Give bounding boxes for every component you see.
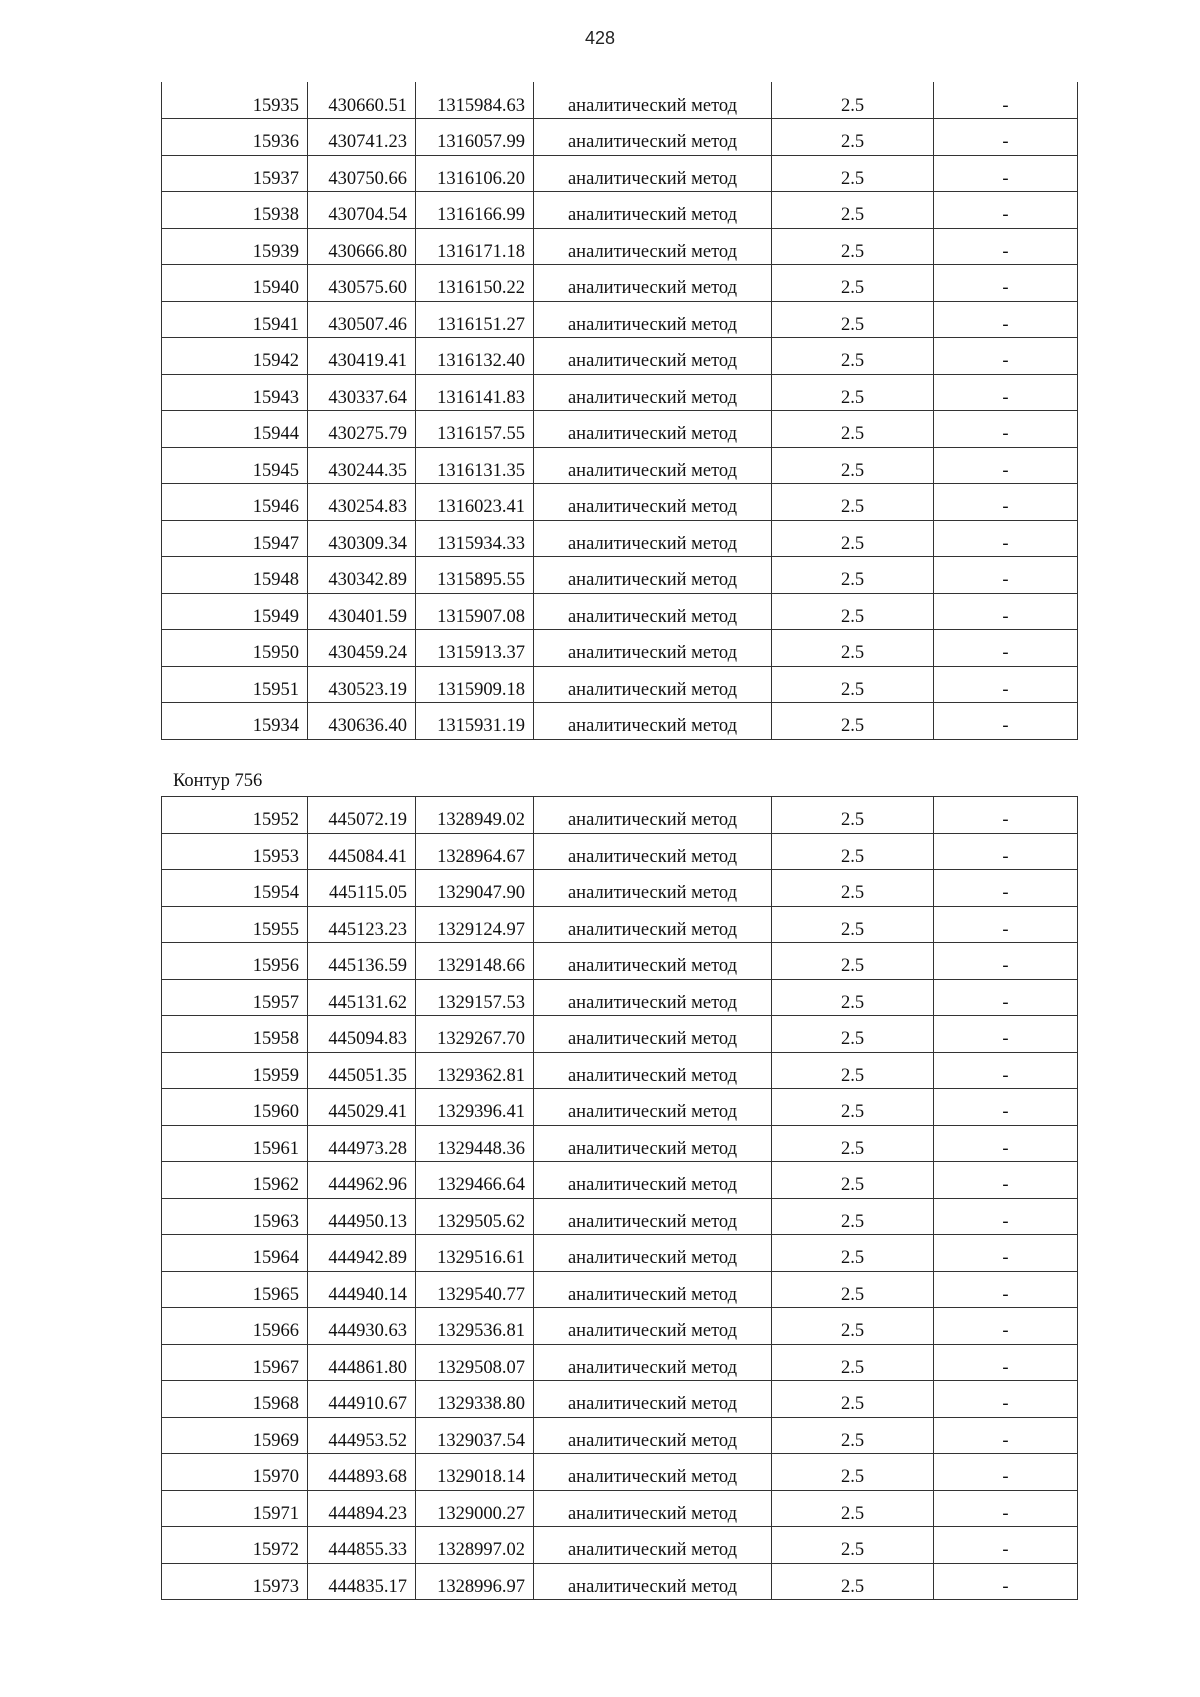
accuracy-cell: 2.5 — [772, 979, 934, 1016]
x-coordinate-cell: 445051.35 — [308, 1052, 416, 1089]
point-number-cell: 15966 — [162, 1308, 308, 1345]
x-coordinate-cell: 430337.64 — [308, 374, 416, 411]
note-cell: - — [934, 1198, 1078, 1235]
point-number-cell: 15948 — [162, 557, 308, 594]
method-cell: аналитический метод — [534, 1490, 772, 1527]
y-coordinate-cell: 1328949.02 — [416, 797, 534, 834]
accuracy-cell: 2.5 — [772, 1527, 934, 1564]
y-coordinate-cell: 1329540.77 — [416, 1271, 534, 1308]
table-row — [162, 447, 1078, 484]
accuracy-cell: 2.5 — [772, 1490, 934, 1527]
x-coordinate-cell: 430750.66 — [308, 155, 416, 192]
page-number: 428 — [584, 28, 616, 48]
point-number-cell: 15937 — [162, 155, 308, 192]
table-row — [162, 520, 1078, 557]
x-coordinate-cell: 445136.59 — [308, 943, 416, 980]
x-coordinate-cell: 444962.96 — [308, 1162, 416, 1199]
table-row — [162, 906, 1078, 943]
accuracy-cell: 2.5 — [772, 1271, 934, 1308]
note-cell: - — [934, 1381, 1078, 1418]
method-cell: аналитический метод — [534, 1235, 772, 1272]
x-coordinate-cell: 430741.23 — [308, 119, 416, 156]
method-cell: аналитический метод — [534, 593, 772, 630]
point-number-cell: 15953 — [162, 833, 308, 870]
accuracy-cell: 2.5 — [772, 833, 934, 870]
x-coordinate-cell: 430342.89 — [308, 557, 416, 594]
point-number-cell: 15970 — [162, 1454, 308, 1491]
note-cell: - — [934, 338, 1078, 375]
accuracy-cell: 2.5 — [772, 192, 934, 229]
note-cell: - — [934, 374, 1078, 411]
note-cell: - — [934, 906, 1078, 943]
note-cell: - — [934, 447, 1078, 484]
note-cell: - — [934, 1162, 1078, 1199]
y-coordinate-cell: 1329124.97 — [416, 906, 534, 943]
accuracy-cell: 2.5 — [772, 1235, 934, 1272]
y-coordinate-cell: 1329508.07 — [416, 1344, 534, 1381]
table-row — [162, 1308, 1078, 1345]
x-coordinate-cell: 444894.23 — [308, 1490, 416, 1527]
point-number-cell: 15943 — [162, 374, 308, 411]
accuracy-cell: 2.5 — [772, 1016, 934, 1053]
point-number-cell: 15959 — [162, 1052, 308, 1089]
y-coordinate-cell: 1315895.55 — [416, 557, 534, 594]
method-cell: аналитический метод — [534, 943, 772, 980]
point-number-cell: 15971 — [162, 1490, 308, 1527]
accuracy-cell: 2.5 — [772, 484, 934, 521]
table-row — [162, 1527, 1078, 1564]
method-cell: аналитический метод — [534, 1089, 772, 1126]
point-number-cell: 15942 — [162, 338, 308, 375]
y-coordinate-cell: 1316057.99 — [416, 119, 534, 156]
note-cell: - — [934, 301, 1078, 338]
method-cell: аналитический метод — [534, 265, 772, 302]
y-coordinate-cell: 1329018.14 — [416, 1454, 534, 1491]
y-coordinate-cell: 1329047.90 — [416, 870, 534, 907]
table-row — [162, 228, 1078, 265]
accuracy-cell: 2.5 — [772, 1344, 934, 1381]
y-coordinate-cell: 1329466.64 — [416, 1162, 534, 1199]
method-cell: аналитический метод — [534, 870, 772, 907]
accuracy-cell: 2.5 — [772, 1454, 934, 1491]
note-cell: - — [934, 1344, 1078, 1381]
method-cell: аналитический метод — [534, 374, 772, 411]
point-number-cell: 15936 — [162, 119, 308, 156]
y-coordinate-cell: 1329037.54 — [416, 1417, 534, 1454]
x-coordinate-cell: 445123.23 — [308, 906, 416, 943]
accuracy-cell: 2.5 — [772, 301, 934, 338]
point-number-cell: 15972 — [162, 1527, 308, 1564]
table-row — [162, 666, 1078, 703]
x-coordinate-cell: 430666.80 — [308, 228, 416, 265]
point-number-cell: 15963 — [162, 1198, 308, 1235]
x-coordinate-cell: 444930.63 — [308, 1308, 416, 1345]
note-cell: - — [934, 155, 1078, 192]
method-cell: аналитический метод — [534, 797, 772, 834]
table-row — [162, 1271, 1078, 1308]
accuracy-cell: 2.5 — [772, 557, 934, 594]
y-coordinate-cell: 1328996.97 — [416, 1563, 534, 1600]
table-row — [162, 1198, 1078, 1235]
method-cell: аналитический метод — [534, 1016, 772, 1053]
method-cell: аналитический метод — [534, 557, 772, 594]
table-row — [162, 1344, 1078, 1381]
table-row — [162, 797, 1078, 834]
accuracy-cell: 2.5 — [772, 155, 934, 192]
point-number-cell: 15961 — [162, 1125, 308, 1162]
accuracy-cell: 2.5 — [772, 593, 934, 630]
table-row — [162, 192, 1078, 229]
note-cell: - — [934, 1454, 1078, 1491]
method-cell: аналитический метод — [534, 630, 772, 667]
method-cell: аналитический метод — [534, 228, 772, 265]
table-row — [162, 833, 1078, 870]
note-cell: - — [934, 1089, 1078, 1126]
note-cell: - — [934, 82, 1078, 119]
point-number-cell: 15935 — [162, 82, 308, 119]
note-cell: - — [934, 484, 1078, 521]
point-number-cell: 15949 — [162, 593, 308, 630]
table-row — [162, 1052, 1078, 1089]
note-cell: - — [934, 1235, 1078, 1272]
y-coordinate-cell: 1329396.41 — [416, 1089, 534, 1126]
x-coordinate-cell: 444910.67 — [308, 1381, 416, 1418]
note-cell: - — [934, 1016, 1078, 1053]
point-number-cell: 15968 — [162, 1381, 308, 1418]
point-number-cell: 15954 — [162, 870, 308, 907]
point-number-cell: 15958 — [162, 1016, 308, 1053]
point-number-cell: 15939 — [162, 228, 308, 265]
note-cell: - — [934, 797, 1078, 834]
note-cell: - — [934, 520, 1078, 557]
y-coordinate-cell: 1329267.70 — [416, 1016, 534, 1053]
method-cell: аналитический метод — [534, 411, 772, 448]
method-cell: аналитический метод — [534, 447, 772, 484]
accuracy-cell: 2.5 — [772, 797, 934, 834]
method-cell: аналитический метод — [534, 1052, 772, 1089]
table-row — [162, 1563, 1078, 1600]
note-cell: - — [934, 1417, 1078, 1454]
method-cell: аналитический метод — [534, 979, 772, 1016]
accuracy-cell: 2.5 — [772, 411, 934, 448]
point-number-cell: 15973 — [162, 1563, 308, 1600]
accuracy-cell: 2.5 — [772, 1089, 934, 1126]
accuracy-cell: 2.5 — [772, 1198, 934, 1235]
point-number-cell: 15940 — [162, 265, 308, 302]
y-coordinate-cell: 1315909.18 — [416, 666, 534, 703]
table-row — [162, 1454, 1078, 1491]
table-row — [162, 265, 1078, 302]
method-cell: аналитический метод — [534, 1417, 772, 1454]
method-cell: аналитический метод — [534, 1454, 772, 1491]
note-cell: - — [934, 943, 1078, 980]
point-number-cell: 15941 — [162, 301, 308, 338]
point-number-cell: 15965 — [162, 1271, 308, 1308]
y-coordinate-cell: 1329000.27 — [416, 1490, 534, 1527]
table-row — [162, 1016, 1078, 1053]
x-coordinate-cell: 445029.41 — [308, 1089, 416, 1126]
accuracy-cell: 2.5 — [772, 1381, 934, 1418]
accuracy-cell: 2.5 — [772, 520, 934, 557]
note-cell: - — [934, 666, 1078, 703]
x-coordinate-cell: 444855.33 — [308, 1527, 416, 1564]
y-coordinate-cell: 1328997.02 — [416, 1527, 534, 1564]
y-coordinate-cell: 1316150.22 — [416, 265, 534, 302]
x-coordinate-cell: 445072.19 — [308, 797, 416, 834]
y-coordinate-cell: 1329536.81 — [416, 1308, 534, 1345]
accuracy-cell: 2.5 — [772, 447, 934, 484]
accuracy-cell: 2.5 — [772, 228, 934, 265]
note-cell: - — [934, 870, 1078, 907]
method-cell: аналитический метод — [534, 666, 772, 703]
note-cell: - — [934, 593, 1078, 630]
table-row — [162, 484, 1078, 521]
point-number-cell: 15946 — [162, 484, 308, 521]
table-row — [162, 119, 1078, 156]
accuracy-cell: 2.5 — [772, 1308, 934, 1345]
note-cell: - — [934, 557, 1078, 594]
table-row — [162, 301, 1078, 338]
note-cell: - — [934, 265, 1078, 302]
method-cell: аналитический метод — [534, 155, 772, 192]
y-coordinate-cell: 1316141.83 — [416, 374, 534, 411]
y-coordinate-cell: 1316151.27 — [416, 301, 534, 338]
note-cell: - — [934, 630, 1078, 667]
y-coordinate-cell: 1329338.80 — [416, 1381, 534, 1418]
method-cell: аналитический метод — [534, 1563, 772, 1600]
x-coordinate-cell: 430507.46 — [308, 301, 416, 338]
y-coordinate-cell: 1316023.41 — [416, 484, 534, 521]
note-cell: - — [934, 1563, 1078, 1600]
x-coordinate-cell: 430459.24 — [308, 630, 416, 667]
point-number-cell: 15938 — [162, 192, 308, 229]
x-coordinate-cell: 444942.89 — [308, 1235, 416, 1272]
point-number-cell: 15947 — [162, 520, 308, 557]
table-row — [162, 82, 1078, 119]
table-row — [162, 338, 1078, 375]
y-coordinate-cell: 1315907.08 — [416, 593, 534, 630]
method-cell: аналитический метод — [534, 520, 772, 557]
x-coordinate-cell: 430523.19 — [308, 666, 416, 703]
point-number-cell: 15944 — [162, 411, 308, 448]
note-cell: - — [934, 1125, 1078, 1162]
table-row — [162, 557, 1078, 594]
method-cell: аналитический метод — [534, 484, 772, 521]
y-coordinate-cell: 1329516.61 — [416, 1235, 534, 1272]
method-cell: аналитический метод — [534, 119, 772, 156]
method-cell: аналитический метод — [534, 192, 772, 229]
note-cell: - — [934, 119, 1078, 156]
note-cell: - — [934, 411, 1078, 448]
coordinates-table-2 — [161, 796, 1078, 1600]
point-number-cell: 15969 — [162, 1417, 308, 1454]
y-coordinate-cell: 1316132.40 — [416, 338, 534, 375]
x-coordinate-cell: 430704.54 — [308, 192, 416, 229]
accuracy-cell: 2.5 — [772, 1417, 934, 1454]
accuracy-cell: 2.5 — [772, 265, 934, 302]
point-number-cell: 15962 — [162, 1162, 308, 1199]
x-coordinate-cell: 445094.83 — [308, 1016, 416, 1053]
accuracy-cell: 2.5 — [772, 1563, 934, 1600]
method-cell: аналитический метод — [534, 1308, 772, 1345]
point-number-cell: 15952 — [162, 797, 308, 834]
y-coordinate-cell: 1315934.33 — [416, 520, 534, 557]
note-cell: - — [934, 703, 1078, 740]
x-coordinate-cell: 444835.17 — [308, 1563, 416, 1600]
method-cell: аналитический метод — [534, 1527, 772, 1564]
x-coordinate-cell: 444973.28 — [308, 1125, 416, 1162]
x-coordinate-cell: 444953.52 — [308, 1417, 416, 1454]
table-row — [162, 411, 1078, 448]
y-coordinate-cell: 1316131.35 — [416, 447, 534, 484]
x-coordinate-cell: 445131.62 — [308, 979, 416, 1016]
table-row — [162, 374, 1078, 411]
x-coordinate-cell: 430401.59 — [308, 593, 416, 630]
note-cell: - — [934, 1308, 1078, 1345]
point-number-cell: 15964 — [162, 1235, 308, 1272]
accuracy-cell: 2.5 — [772, 906, 934, 943]
accuracy-cell: 2.5 — [772, 82, 934, 119]
x-coordinate-cell: 445115.05 — [308, 870, 416, 907]
note-cell: - — [934, 192, 1078, 229]
x-coordinate-cell: 444893.68 — [308, 1454, 416, 1491]
y-coordinate-cell: 1329362.81 — [416, 1052, 534, 1089]
method-cell: аналитический метод — [534, 1162, 772, 1199]
table-row — [162, 155, 1078, 192]
y-coordinate-cell: 1315984.63 — [416, 82, 534, 119]
y-coordinate-cell: 1315913.37 — [416, 630, 534, 667]
x-coordinate-cell: 430419.41 — [308, 338, 416, 375]
table-row — [162, 703, 1078, 740]
method-cell: аналитический метод — [534, 1381, 772, 1418]
y-coordinate-cell: 1329505.62 — [416, 1198, 534, 1235]
method-cell: аналитический метод — [534, 338, 772, 375]
y-coordinate-cell: 1316157.55 — [416, 411, 534, 448]
coordinates-table-1 — [161, 82, 1078, 740]
y-coordinate-cell: 1316106.20 — [416, 155, 534, 192]
accuracy-cell: 2.5 — [772, 1052, 934, 1089]
accuracy-cell: 2.5 — [772, 374, 934, 411]
point-number-cell: 15967 — [162, 1344, 308, 1381]
point-number-cell: 15957 — [162, 979, 308, 1016]
note-cell: - — [934, 1527, 1078, 1564]
accuracy-cell: 2.5 — [772, 630, 934, 667]
x-coordinate-cell: 430275.79 — [308, 411, 416, 448]
y-coordinate-cell: 1316171.18 — [416, 228, 534, 265]
method-cell: аналитический метод — [534, 1198, 772, 1235]
x-coordinate-cell: 430309.34 — [308, 520, 416, 557]
method-cell: аналитический метод — [534, 703, 772, 740]
x-coordinate-cell: 430244.35 — [308, 447, 416, 484]
table-row — [162, 593, 1078, 630]
accuracy-cell: 2.5 — [772, 1162, 934, 1199]
table-row — [162, 1381, 1078, 1418]
point-number-cell: 15960 — [162, 1089, 308, 1126]
table-row — [162, 1417, 1078, 1454]
accuracy-cell: 2.5 — [772, 703, 934, 740]
y-coordinate-cell: 1329148.66 — [416, 943, 534, 980]
table-row — [162, 1125, 1078, 1162]
point-number-cell: 15950 — [162, 630, 308, 667]
table-row — [162, 870, 1078, 907]
x-coordinate-cell: 444940.14 — [308, 1271, 416, 1308]
method-cell: аналитический метод — [534, 1344, 772, 1381]
y-coordinate-cell: 1316166.99 — [416, 192, 534, 229]
table-row — [162, 630, 1078, 667]
accuracy-cell: 2.5 — [772, 666, 934, 703]
x-coordinate-cell: 445084.41 — [308, 833, 416, 870]
table-row — [162, 1235, 1078, 1272]
method-cell: аналитический метод — [534, 1125, 772, 1162]
table-row — [162, 1089, 1078, 1126]
method-cell: аналитический метод — [534, 82, 772, 119]
x-coordinate-cell: 430660.51 — [308, 82, 416, 119]
x-coordinate-cell: 444861.80 — [308, 1344, 416, 1381]
note-cell: - — [934, 1490, 1078, 1527]
x-coordinate-cell: 430636.40 — [308, 703, 416, 740]
note-cell: - — [934, 979, 1078, 1016]
table-row — [162, 979, 1078, 1016]
table-row — [162, 943, 1078, 980]
note-cell: - — [934, 1271, 1078, 1308]
x-coordinate-cell: 430575.60 — [308, 265, 416, 302]
y-coordinate-cell: 1329157.53 — [416, 979, 534, 1016]
note-cell: - — [934, 1052, 1078, 1089]
method-cell: аналитический метод — [534, 906, 772, 943]
accuracy-cell: 2.5 — [772, 943, 934, 980]
point-number-cell: 15945 — [162, 447, 308, 484]
table-row — [162, 1162, 1078, 1199]
note-cell: - — [934, 833, 1078, 870]
method-cell: аналитический метод — [534, 301, 772, 338]
point-number-cell: 15955 — [162, 906, 308, 943]
accuracy-cell: 2.5 — [772, 870, 934, 907]
y-coordinate-cell: 1315931.19 — [416, 703, 534, 740]
y-coordinate-cell: 1329448.36 — [416, 1125, 534, 1162]
table-row — [162, 1490, 1078, 1527]
point-number-cell: 15951 — [162, 666, 308, 703]
method-cell: аналитический метод — [534, 1271, 772, 1308]
contour-label: Контур 756 — [173, 771, 263, 791]
x-coordinate-cell: 444950.13 — [308, 1198, 416, 1235]
accuracy-cell: 2.5 — [772, 338, 934, 375]
point-number-cell: 15956 — [162, 943, 308, 980]
accuracy-cell: 2.5 — [772, 119, 934, 156]
method-cell: аналитический метод — [534, 833, 772, 870]
accuracy-cell: 2.5 — [772, 1125, 934, 1162]
note-cell: - — [934, 228, 1078, 265]
y-coordinate-cell: 1328964.67 — [416, 833, 534, 870]
point-number-cell: 15934 — [162, 703, 308, 740]
x-coordinate-cell: 430254.83 — [308, 484, 416, 521]
